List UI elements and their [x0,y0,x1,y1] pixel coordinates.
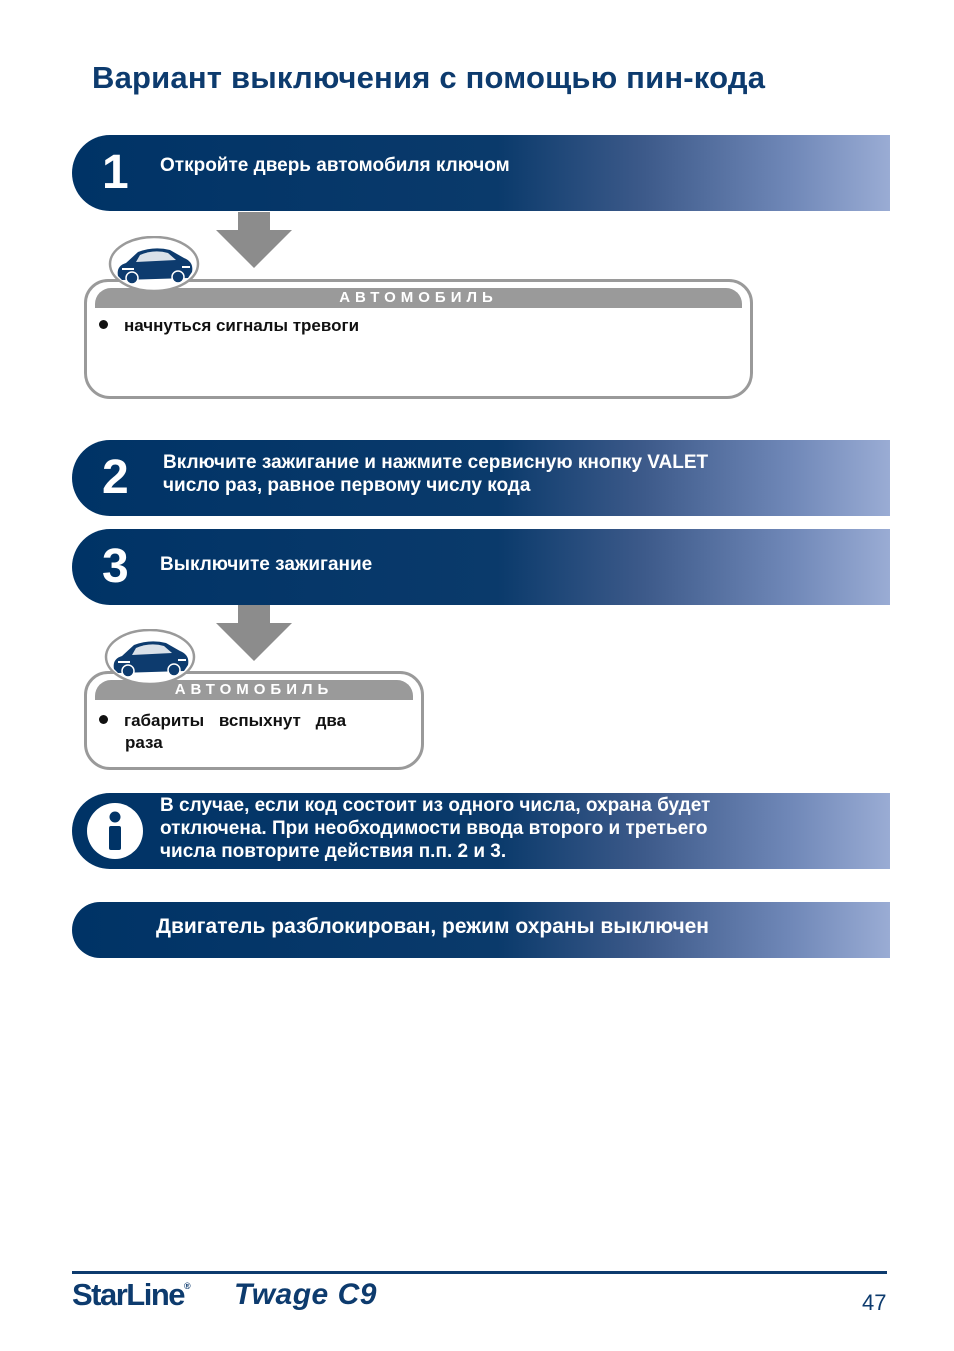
car-box-1-header: АВТОМОБИЛЬ [95,288,742,308]
car-box-1-item [99,315,359,337]
car-box-2-item-line-2: раза [125,733,163,752]
info-text-line-3: числа повторите действия п.п. 2 и 3. [160,841,507,862]
step-3-band [72,529,890,605]
car-status-box-2 [84,671,424,770]
page-number: 47 [862,1290,887,1315]
car-icon [104,629,196,685]
car-box-2-header: АВТОМОБИЛЬ [95,680,413,700]
footer-divider [72,1271,887,1274]
step-2-text-line-1: Включите зажигание и нажмите сервисную кнопку VALET [163,452,709,473]
step-3-number: 3 [102,540,129,593]
car-box-2-item-cont [125,732,163,754]
step-2-band [72,440,890,516]
step-1-text: Откройте дверь автомобиля ключом [160,155,510,176]
car-icon [108,236,200,292]
info-band [72,793,890,869]
down-arrow-icon [216,212,292,268]
car-box-2-item-line-1: габариты вспыхнут два [124,711,347,730]
result-band [72,902,890,958]
bullet-icon [99,320,108,329]
brand-name: StarLine [72,1277,185,1312]
bullet-icon [99,715,108,724]
brand-logo [72,1277,191,1313]
page-title: Вариант выключения с помощью пин-кода [92,60,766,95]
info-text-line-1: В случае, если код состоит из одного числа, охрана будет [160,795,711,816]
step-3-text: Выключите зажигание [160,554,373,575]
model-name: Twage C9 [234,1278,377,1311]
car-box-1-item-text: начнуться сигналы тревоги [124,316,360,335]
info-icon [86,802,144,860]
down-arrow-icon [216,605,292,661]
step-1-number: 1 [102,146,129,199]
car-box-2-item [99,710,346,732]
result-text: Двигатель разблокирован, режим охраны выключен [156,915,709,938]
registered-mark-icon: ® [184,1281,191,1291]
info-text-line-2: отключена. При необходимости ввода второго и третьего [160,818,708,839]
step-2-number: 2 [102,451,129,504]
step-1-band [72,135,890,211]
step-2-text-line-2: число раз, равное первому числу кода [163,475,531,496]
car-status-box-1 [84,279,753,399]
